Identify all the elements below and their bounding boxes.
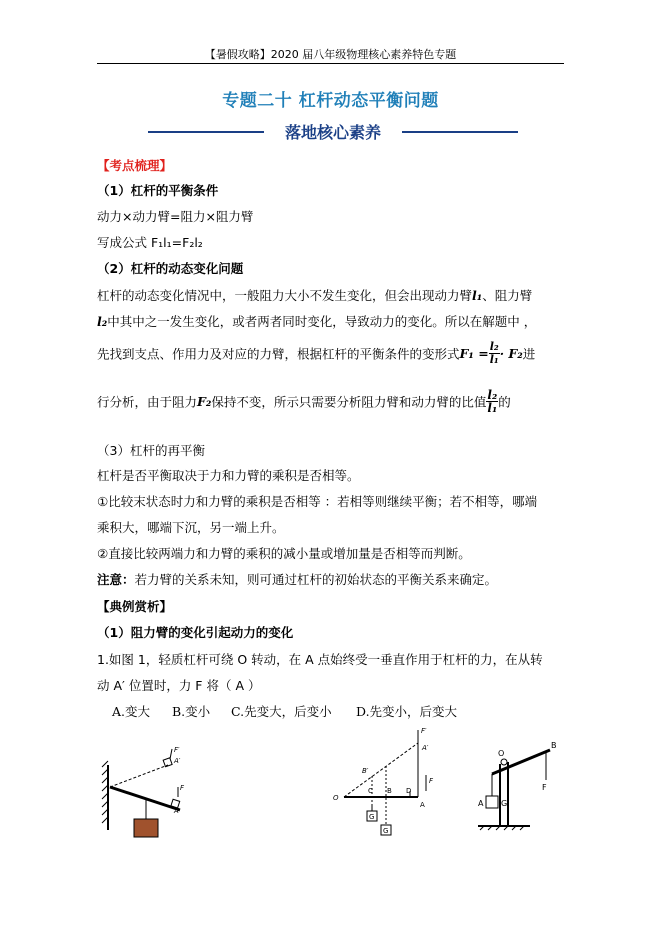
fig2-label-g1: G [369,813,375,821]
var-f2: F₂ [197,394,212,409]
fig2-label-d: D [406,787,412,795]
p2-line3-text-b: 进 [522,346,536,362]
note-text: 若力臂的关系未知，则可通过杠杆的初始状态的平衡关系来确定。 [134,572,498,587]
fig1-label-a: A [174,807,179,815]
subtitle-banner [148,118,518,144]
fraction-numerator: l₂ [489,340,499,353]
fig2-label-g2: G [383,827,389,835]
section-heading-dianli: 【典例赏析】 [97,599,173,614]
p2-line3-text-a: 先找到支点、作用力及对应的力臂，根据杠杆的平衡条件的变形式 [97,346,460,362]
fig2-label-c: C [368,787,373,795]
option-a: A.变大 [112,704,151,719]
p2-line3 [97,341,567,366]
option-b: B.变小 [172,704,211,719]
fig2-label-f: F [429,777,434,785]
subtitle-rule-right [402,131,518,133]
p1-heading: （1）杠杆的平衡条件 [97,183,219,198]
var-l1: l₁ [472,288,483,303]
p3-line1: 杠杆是否平衡取决于力和力臂的乘积是否相等。 [97,468,360,483]
fraction-denominator: l₁ [489,353,499,366]
p3-line3: 乘积大，哪端下沉，另一端上升。 [97,520,285,535]
header-divider [97,63,564,64]
p2-line4 [97,389,567,414]
fig3-label-f: F [542,783,547,792]
note-label: 注意： [97,572,135,587]
formula-fraction [489,341,500,366]
ratio-fraction [486,389,498,414]
p2-heading: （2）杠杆的动态变化问题 [97,261,244,276]
fig3-label-g: G [501,799,508,808]
page-header: 【暑假攻略】2020 届八年级物理核心素养特色专题 [204,48,457,61]
fig2-label-a-prime: A′ [422,744,429,752]
p2-line1-text-b: 、阻力臂 [482,288,533,303]
option-d: D.先变小，后变大 [356,704,458,719]
q1-line2: 动 A′ 位置时，力 F 将（ A ） [97,678,261,693]
fig2-label-f-prime: F′ [421,727,427,735]
fig1-label-a-prime: A′ [174,757,181,765]
q1-line1: 1.如图 1，轻质杠杆可绕 O 转动，在 A 点始终受一垂直作用于杠杆的力，在从转 [97,652,543,667]
formula-lhs: F₁ = [459,346,489,361]
fig1-label-f-prime: F′ [174,746,180,754]
p2-line2 [97,312,567,330]
fig2-label-o: O [333,794,339,802]
formula-rhs: · F₂ [499,346,523,361]
p2-line4-text-a: 行分析，由于阻力 [97,394,198,410]
p2-line1-text-a: 杠杆的动态变化情况中，一般阻力大小不发生变化，但会出现动力臂 [97,288,473,303]
subtitle: 落地核心素养 [284,123,381,142]
fig2-label-a: A [420,801,425,809]
fig1-label-f: F [180,784,185,792]
p1-formula: 写成公式 F₁l₁=F₂l₂ [97,235,203,250]
fig2-label-b: B [387,787,392,795]
page-title: 专题二十 杠杆动态平衡问题 [222,91,439,111]
figure-3-lever-stand [450,738,570,833]
p1-line1: 动力×动力臂=阻力×阻力臂 [97,209,254,224]
p3-line4: ②直接比较两端力和力臂的乘积的减小量或增加量是否相等而判断。 [97,546,471,561]
p3-line2: ①比较末状态时力和力臂的乘积是否相等 ：若相等则继续平衡；若不相等，哪端 [97,494,538,509]
example-subheading: （1）阻力臂的变化引起动力的变化 [97,625,294,640]
var-l2: l₂ [97,314,108,329]
p2-line4-text-c: 的 [498,394,511,410]
p2-line2-text: 中其中之一发生变化，或者两者同时变化，导致动力的变化。所以在解题中 ， [107,314,537,329]
fig2-label-b-prime: B′ [362,767,369,775]
fig3-label-b: B [551,741,557,750]
option-c: C.先变大，后变小 [231,704,332,719]
figure-1-lever-wall [98,745,208,840]
p2-line4-text-b: 保持不变，所示只需要分析阻力臂和动力臂的比值 [211,394,487,410]
ratio-numerator: l₂ [487,388,498,402]
section-heading-kaodian: 【考点梳理】 [97,158,173,173]
figure-2-lever-dashed [330,725,445,840]
p2-line1 [97,286,567,304]
ratio-denominator: l₁ [487,401,498,415]
fig3-label-a: A [478,799,484,808]
note [97,570,567,588]
fig3-label-o: O [498,749,505,758]
p3-heading: （3）杠杆的再平衡 [97,443,205,458]
